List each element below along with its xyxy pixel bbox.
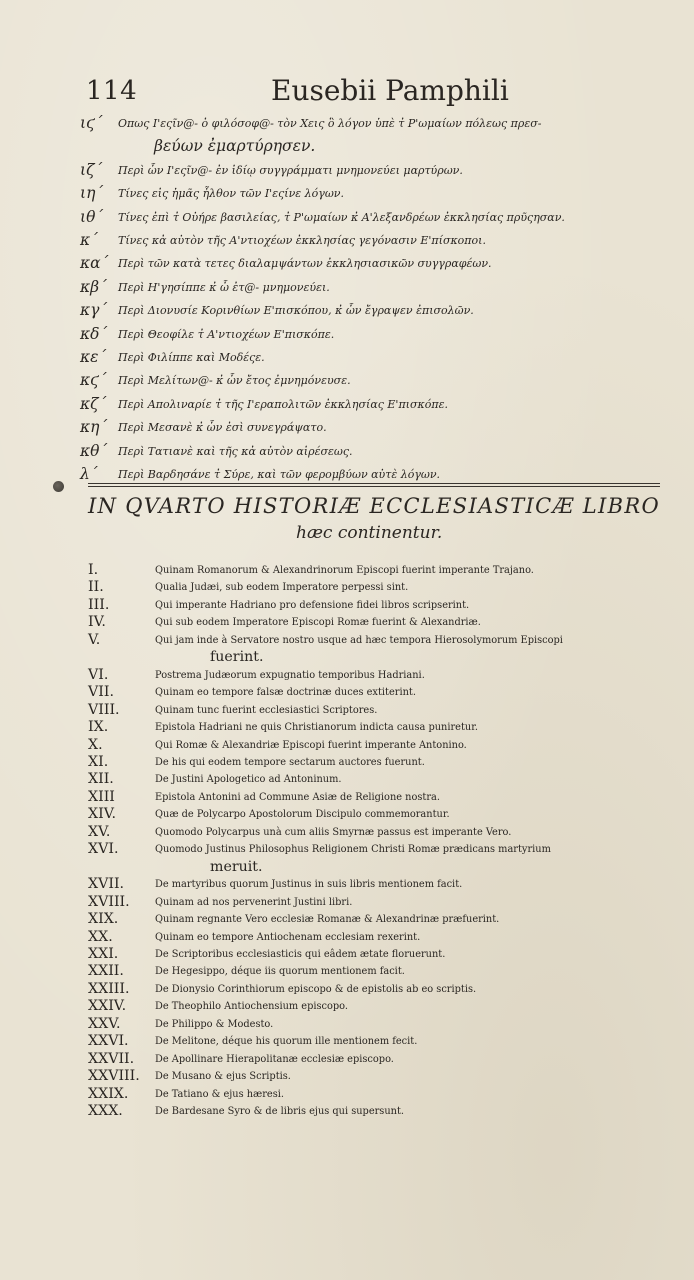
chapter-number: XI. <box>88 753 109 770</box>
chapter-text: Quinam eo tempore Antiochenam ecclesiam rexerint. <box>155 931 421 943</box>
latin-chapter-item <box>88 579 678 596</box>
chapter-number: XVII. <box>88 876 125 893</box>
chapter-number: XXIV. <box>88 998 127 1015</box>
chapter-text: Quinam Romanorum & Alexandrinorum Episcopi fuerint imperante Trajano. <box>155 565 534 576</box>
chapter-number: κβ´ <box>80 277 107 296</box>
chapter-number: XXIII. <box>88 980 130 997</box>
latin-chapter-item <box>88 684 678 701</box>
greek-chapter-item <box>80 252 680 275</box>
greek-chapter-item <box>80 416 680 439</box>
chapter-number: VIII. <box>88 701 120 718</box>
chapter-number: κδ´ <box>80 324 108 343</box>
latin-chapter-item <box>88 1033 678 1050</box>
chapter-text: Quinam tunc fuerint ecclesiastici Scriptores. <box>155 704 378 716</box>
chapter-text: De martyribus quorum Justinus in suis libris mentionem facit. <box>155 879 463 891</box>
chapter-number: ιη´ <box>80 184 104 203</box>
chapter-text: De Dionysio Corinthiorum episcopo & de epistolis ab eo scriptis. <box>155 983 477 995</box>
chapter-number: XVI. <box>88 841 119 858</box>
chapter-text: Περὶ Θεοφίλε τ̓ Α'ντιοχέων Ε'πισκόπε. <box>118 327 335 341</box>
chapter-text: Περὶ Μελίτων@- κ̓ ὧν ἔτος ἐμνημόνευσε. <box>118 374 351 388</box>
chapter-text: Οπως Ι'εςῖν@- ὁ φιλόσοφ@- τὸν Χεις ὃ λόγον ὑπὲ τ̓ Ρ'ωμαίων πόλεως πρεσ- <box>118 117 542 130</box>
chapter-number: XII. <box>88 771 114 788</box>
section-rule-thick <box>88 483 660 484</box>
chapter-text: Περὶ Διονυσίε Κορινθίων Ε'πισκόπου, κ̓ ὧν ἔγραψεν ἐπισολῶν. <box>118 304 474 318</box>
chapter-number: IV. <box>88 614 106 631</box>
chapter-number: XXI. <box>88 945 119 962</box>
latin-chapter-item <box>88 946 678 963</box>
chapter-number: ιϛ´ <box>80 114 103 132</box>
greek-chapter-list <box>80 112 680 487</box>
chapter-number: XXIX. <box>88 1085 129 1102</box>
chapter-number: XXVIII. <box>88 1068 140 1085</box>
chapter-text-continued: meruit. <box>210 858 263 875</box>
greek-chapter-item <box>80 299 680 322</box>
latin-chapter-item <box>88 754 678 771</box>
chapter-text: De Melitone, déque his quorum ille mentionem fecit. <box>155 1036 418 1048</box>
chapter-text: Quinam ad nos pervenerint Justini libri. <box>155 896 353 908</box>
page-number: 114 <box>86 76 138 106</box>
chapter-number: ιθ´ <box>80 207 104 226</box>
chapter-number: XXV. <box>88 1015 121 1032</box>
chapter-number: XIV. <box>88 806 116 823</box>
latin-chapter-item <box>88 876 678 893</box>
chapter-text: De Tatiano & ejus hæresi. <box>155 1088 285 1100</box>
chapter-number: κζ´ <box>80 394 107 413</box>
greek-chapter-item <box>80 346 680 369</box>
chapter-text: Qui jam inde à Servatore nostro usque ad hæc tempora Hierosolymorum Episcopi <box>155 634 563 646</box>
latin-chapter-item <box>88 1103 678 1120</box>
section-title: IN QVARTO HISTORIÆ ECCLESIASTICÆ LIBRO <box>88 494 660 518</box>
greek-chapter-item <box>80 229 680 252</box>
chapter-number: VI. <box>88 666 109 683</box>
chapter-text: De Hegesippo, déque iis quorum mentionem facit. <box>155 966 405 978</box>
latin-chapter-item <box>88 841 678 876</box>
chapter-text: Quinam eo tempore falsæ doctrinæ duces extiterint. <box>155 687 416 699</box>
greek-chapter-item <box>80 276 680 299</box>
latin-chapter-item <box>88 806 678 823</box>
chapter-text: Epistola Antonini ad Commune Asiæ de Religione nostra. <box>155 791 440 803</box>
chapter-text: Περὶ Βαρδησάνε τ̓ Σύρε, καὶ τῶν φερομβύων αὐτὲ λόγων. <box>118 468 441 482</box>
chapter-number: XXVI. <box>88 1033 129 1050</box>
latin-chapter-item <box>88 911 678 928</box>
greek-chapter-item <box>80 393 680 416</box>
latin-chapter-item <box>88 789 678 806</box>
chapter-text: Τίνες κἀ αὐτὸν τῆς Α'ντιοχέων ἐκκλησίας γεγόνασιν Ε'πίσκοποι. <box>118 234 486 248</box>
chapter-number: κ´ <box>80 231 98 250</box>
greek-chapter-item <box>80 159 680 182</box>
chapter-number: κη´ <box>80 418 108 437</box>
chapter-number: κϛ´ <box>80 371 107 390</box>
chapter-text: De Theophilo Antiochensium episcopo. <box>155 1001 349 1013</box>
chapter-number: λ´ <box>80 465 98 484</box>
chapter-number: κε´ <box>80 348 107 367</box>
chapter-text: Qui Romæ & Alexandriæ Episcopi fuerint imperante Antonino. <box>155 739 467 751</box>
chapter-text: De his qui eodem tempore sectarum auctores fuerunt. <box>155 756 425 768</box>
latin-chapter-item <box>88 702 678 719</box>
chapter-number: IX. <box>88 719 109 736</box>
chapter-text: Περὶ τῶν κατὰ τετες διαλαμψάντων ἐκκλησιασικῶν συγγραφέων. <box>118 257 492 271</box>
latin-chapter-item <box>88 1086 678 1103</box>
chapter-number: X. <box>88 736 103 753</box>
chapter-text: Quinam regnante Vero ecclesiæ Romanæ & Alexandrinæ præfuerint. <box>155 914 500 926</box>
chapter-text: Περὶ ὧν Ι'εςῖν@- ἐν ἰδίῳ συγγράμματι μνημονεύει μαρτύρων. <box>118 163 463 177</box>
chapter-number: XIII <box>88 788 115 805</box>
chapter-text-continued: βεύων ἐμαρτύρησεν. <box>154 137 316 156</box>
chapter-text: Qualia Judæi, sub eodem Imperatore perpessi sint. <box>155 582 409 594</box>
chapter-number: κα´ <box>80 254 109 273</box>
latin-chapter-item <box>88 562 678 579</box>
latin-chapter-item <box>88 597 678 614</box>
latin-chapter-item <box>88 614 678 631</box>
running-head: Eusebii Pamphili <box>271 74 509 107</box>
greek-chapter-item <box>80 369 680 392</box>
chapter-number: III. <box>88 596 110 613</box>
chapter-number: κθ´ <box>80 441 108 460</box>
chapter-text: Περὶ Μεσανὲ κ̓ ὧν ἐσὶ συνεγράψατο. <box>118 421 327 435</box>
chapter-number: II. <box>88 579 104 596</box>
chapter-number: κγ´ <box>80 301 108 320</box>
chapter-text: Quomodo Polycarpus unà cum aliis Smyrnæ passus est imperante Vero. <box>155 826 512 838</box>
chapter-text: Περὶ Φιλίππε καὶ Μοδέςε. <box>118 351 265 365</box>
latin-chapter-item <box>88 998 678 1015</box>
latin-chapter-item <box>88 894 678 911</box>
greek-chapter-item <box>80 182 680 205</box>
chapter-text: Qui imperante Hadriano pro defensione fidei libros scripserint. <box>155 599 470 611</box>
chapter-text: De Scriptoribus ecclesiasticis qui eâdem ætate floruerunt. <box>155 948 446 960</box>
section-rule-thin <box>88 486 660 487</box>
latin-chapter-list <box>88 562 678 1121</box>
latin-chapter-item <box>88 963 678 980</box>
latin-chapter-item <box>88 1051 678 1068</box>
chapter-text: Τίνες εἰς ἡμᾶς ἦλθον τῶν Ι'εςίνε λόγων. <box>118 187 344 201</box>
chapter-text: Περὶ Απολιναρίε τ̓ τῆς Ι'εραπολιτῶν ἐκκλησίας Ε'πισκόπε. <box>118 397 448 411</box>
chapter-number: VII. <box>88 684 114 701</box>
latin-chapter-item <box>88 1068 678 1085</box>
greek-chapter-item <box>80 206 680 229</box>
latin-chapter-item <box>88 667 678 684</box>
chapter-text: De Justini Apologetico ad Antoninum. <box>155 774 342 786</box>
chapter-text: Postrema Judæorum expugnatio temporibus Hadriani. <box>155 669 425 681</box>
greek-chapter-item <box>80 323 680 346</box>
chapter-number: XIX. <box>88 911 119 928</box>
chapter-number: XXVII. <box>88 1050 135 1067</box>
page-header <box>86 72 606 112</box>
chapter-number: I. <box>88 562 99 578</box>
chapter-number: XXX. <box>88 1103 123 1120</box>
chapter-text: De Bardesane Syro & de libris ejus qui supersunt. <box>155 1106 405 1118</box>
chapter-text: Περὶ Τατιανὲ καὶ τῆς κἀ αὐτὸν αἱρέσεως. <box>118 444 353 458</box>
latin-chapter-item <box>88 824 678 841</box>
chapter-number: XVIII. <box>88 893 130 910</box>
latin-chapter-item <box>88 1016 678 1033</box>
latin-chapter-item <box>88 981 678 998</box>
greek-chapter-item <box>80 440 680 463</box>
chapter-text: Τίνες ἐπὶ τ̓ Οὐήρε βασιλείας, τ̓ Ρ'ωμαίων κ̓ Α'λεξανδρέων ἐκκλησίας πρῦςησαν. <box>118 210 565 224</box>
chapter-text: De Apollinare Hierapolitanæ ecclesiæ episcopo. <box>155 1053 394 1065</box>
latin-chapter-item <box>88 632 678 667</box>
chapter-text: Περὶ Η'γησίππε κ̓ ὧ ἐτ@- μνημονεύει. <box>118 280 330 294</box>
chapter-text: Epistola Hadriani ne quis Christianorum indicta causa puniretur. <box>155 722 478 734</box>
latin-chapter-item <box>88 737 678 754</box>
latin-chapter-item <box>88 929 678 946</box>
chapter-text: Quomodo Justinus Philosophus Religionem Christi Romæ prædicans martyrium <box>155 844 551 856</box>
chapter-text: De Musano & ejus Scriptis. <box>155 1071 291 1083</box>
greek-chapter-item <box>80 112 680 159</box>
latin-chapter-item <box>88 771 678 788</box>
section-subtitle: hæc continentur. <box>296 523 443 543</box>
ink-dot-mark <box>53 481 64 492</box>
chapter-text: Quæ de Polycarpo Apostolorum Discipulo commemorantur. <box>155 809 450 821</box>
chapter-text: Qui sub eodem Imperatore Episcopi Romæ fuerint & Alexandriæ. <box>155 617 481 629</box>
chapter-number: ιζ´ <box>80 160 103 179</box>
chapter-number: XX. <box>88 928 113 945</box>
chapter-text-continued: fuerint. <box>210 649 264 666</box>
chapter-number: XV. <box>88 823 111 840</box>
chapter-number: XXII. <box>88 963 124 980</box>
latin-chapter-item <box>88 719 678 736</box>
chapter-number: V. <box>88 631 101 648</box>
chapter-text: De Philippo & Modesto. <box>155 1018 274 1030</box>
